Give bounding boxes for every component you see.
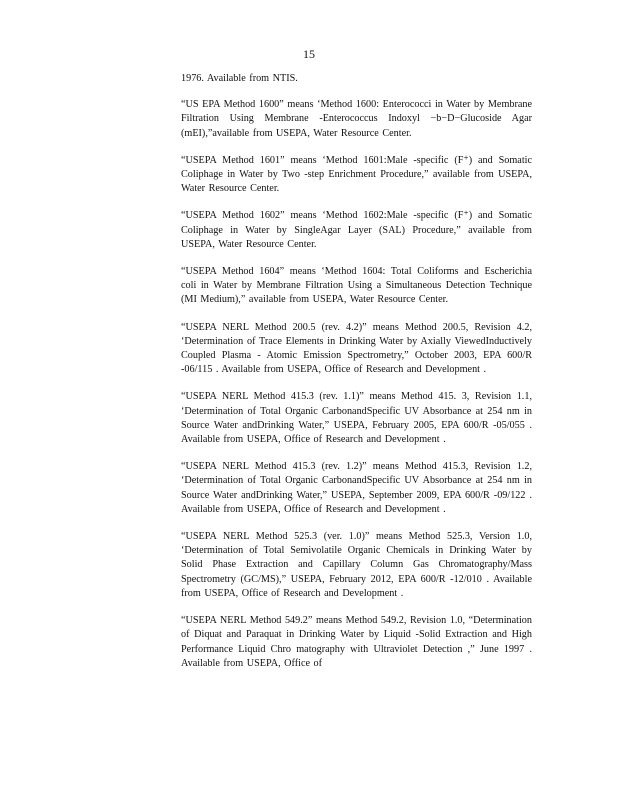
paragraph-10: “USEPA NERL Method 549.2” means Method 549.2, Revision 1.0, “Determination of Diquat and Paraquat in Drinking Water by Liquid -Solid Extraction and High Performance Liquid Chro matography with Ultraviolet Detection ,” June 1997 . Available from USEPA, Office of (181, 615, 532, 669)
paragraph-7: “USEPA NERL Method 415.3 (rev. 1.1)” means Method 415. 3, Revision 1.1, ‘Determination of Total Organic CarbonandSpecific UV Absorbance at 254 nm in Source Water andDrinking Water,” USEPA, February 2005, EPA 600/R -05/055 . Available from USEPA, Office of Research and Development . (181, 391, 532, 446)
page-number: 15 (303, 47, 315, 61)
paragraph-4: “USEPA Method 1602” means ‘Method 1602:Male -specific (F⁺) and Somatic Coliphage in Water by SingleAgar Layer (SAL) Procedure,” available from USEPA, Water Resource Center. (181, 210, 532, 250)
paragraph-8: “USEPA NERL Method 415.3 (rev. 1.2)” means Method 415.3, Revision 1.2, ‘Determination of Total Organic CarbonandSpecific UV Absorbance at 254 nm in Source Water andDrinking Water,” USEPA, September 2009, EPA 600/R -09/122 . Available from USEPA, Office of Research and Development . (181, 461, 532, 515)
paragraph-9: “USEPA NERL Method 525.3 (ver. 1.0)” means Method 525.3, Version 1.0, ‘Determination of Total Semivolatile Organic Chemicals in Drinking Water by Solid Phase Extraction and Capillary Column Gas Chromatography/Mass Spectrometry (GC/MS),” USEPA, February 2012, EPA 600/R -12/010 . Available from USEPA, Office of Research and Development . (181, 531, 532, 599)
paragraph-5: “USEPA Method 1604” means ‘Method 1604: Total Coliforms and Escherichia coli in Water by Membrane Filtration Using a Simultaneous Detection Technique (MI Medium),” available from USEPA, Water Resource Center. (181, 266, 532, 306)
paragraph-2: “US EPA Method 1600” means ‘Method 1600: Enterococci in Water by Membrane Filtration Using Membrane -Enterococcus Indoxyl −b−D−Glucoside Agar (mEI),”available from USEPA, Water Resource Center. (181, 99, 532, 139)
paragraph-1: 1976. Available from NTIS. (181, 73, 298, 84)
paragraph-3: “USEPA Method 1601” means ‘Method 1601:Male -specific (F⁺) and Somatic Coliphage in Water by Two -step Enrichment Procedure,” available from USEPA, Water Resource Center. (181, 154, 532, 195)
document-body (181, 72, 532, 684)
paragraph-6: “USEPA NERL Method 200.5 (rev. 4.2)” means Method 200.5, Revision 4.2, ‘Determination of Trace Elements in Drinking Water by Axially ViewedInductively Coupled Plasma - Atomic Emission Spectrometry,” October 2003, EPA 600/R -06/115 . Available from USEPA, Office of Research and Development . (181, 321, 532, 376)
